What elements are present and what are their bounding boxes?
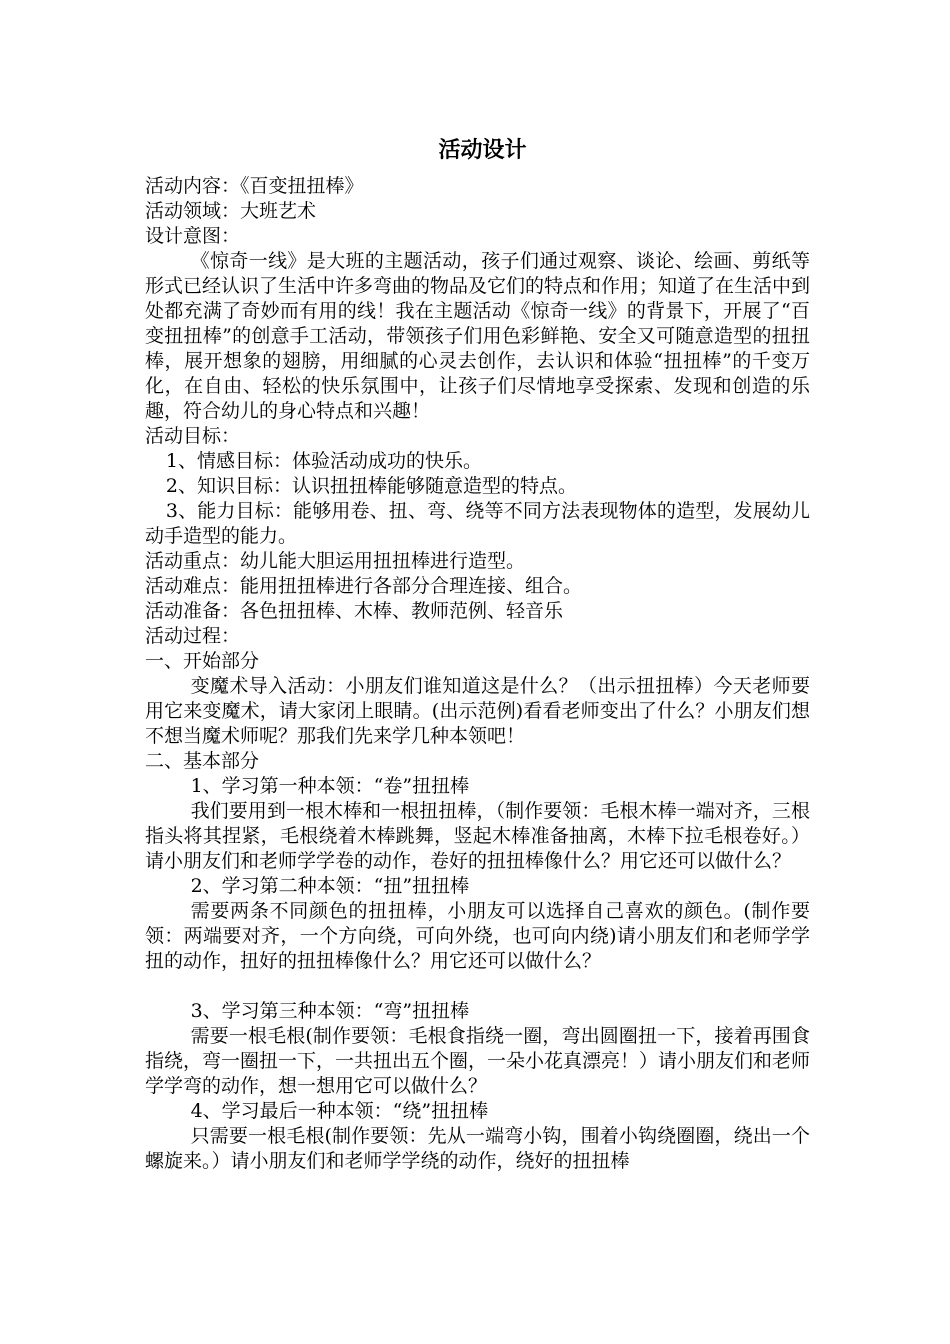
document-page	[145, 136, 810, 1174]
skill2-body: 需要两条不同颜色的扭扭棒，小朋友可以选择自己喜欢的颜色。(制作要领：两端要对齐，一个方向绕，可向外绕，也可向内绕)请小朋友们和老师学学扭的动作，扭好的扭扭棒像什么？用它还可以做什么？	[145, 900, 810, 972]
design-intent-body: 《惊奇一线》是大班的主题活动，孩子们通过观察、谈论、绘画、剪纸等形式已经认识了生活中许多弯曲的物品及它们的特点和作用；知道了在生活中到处都充满了奇妙而有用的线！我在主题活动《惊奇一线》的背景下，开展了“百变扭扭棒”的创意手工活动，带领孩子们用色彩鲜艳、安全又可随意造型的扭扭棒，展开想象的翅膀，用细腻的心灵去创作，去认识和体验“扭扭棒”的千变万化，在自由、轻松的快乐氛围中，让孩子们尽情地享受探索、发现和创造的乐趣，符合幼儿的身心特点和兴趣！	[145, 250, 811, 422]
activity-difficulty: 活动难点：能用扭扭棒进行各部分合理连接、组合。	[145, 575, 583, 597]
goal-item-1: 1、情感目标：体验活动成功的快乐。	[165, 450, 482, 472]
paragraph-gap	[145, 974, 810, 999]
skill4-body: 只需要一根毛根(制作要领：先从一端弯小钩，围着小钩绕圈圈，绕出一个螺旋来。）请小朋友们和老师学学绕的动作，绕好的扭扭棒	[145, 1125, 810, 1172]
activity-domain: 活动领域：大班艺术	[145, 200, 317, 222]
goal-item-2: 2、知识目标：认识扭扭棒能够随意造型的特点。	[165, 475, 577, 497]
skill3-heading: 3、学习第三种本领：“弯”扭扭棒	[190, 1000, 470, 1022]
skill3-body: 需要一根毛根(制作要领：毛根食指绕一圈，弯出圆圈扭一下，接着再围食指绕，弯一圈扭一下，一共扭出五个圈，一朵小花真漂亮！）请小朋友们和老师学学弯的动作，想一想用它可以做什么？	[145, 1025, 811, 1097]
skill1-body: 我们要用到一根木棒和一根扭扭棒，（制作要领：毛根木棒一端对齐，三根指头将其捏紧，毛根绕着木棒跳舞，竖起木棒准备抽离，木棒下拉毛根卷好。）请小朋友们和老师学学卷的动作，卷好的扭扭棒像什么？用它还可以做什么？	[145, 800, 810, 872]
design-intent-label: 设计意图：	[145, 225, 241, 247]
goals-label: 活动目标：	[145, 425, 241, 447]
process-label: 活动过程：	[145, 625, 241, 647]
skill2-heading: 2、学习第二种本领：“扭”扭扭棒	[190, 875, 470, 897]
activity-focus: 活动重点：幼儿能大胆运用扭扭棒进行造型。	[145, 550, 526, 572]
skill1-heading: 1、学习第一种本领：“卷”扭扭棒	[190, 775, 470, 797]
part1-body: 变魔术导入活动：小朋友们谁知道这是什么？（出示扭扭棒）今天老师要用它来变魔术，请大家闭上眼睛。(出示范例)看看老师变出了什么？小朋友们想不想当魔术师呢？那我们先来学几种本领吧！	[145, 675, 810, 747]
skill4-heading: 4、学习最后一种本领：“绕”扭扭棒	[190, 1100, 489, 1122]
part2-heading: 二、基本部分	[145, 750, 260, 772]
document-title: 活动设计	[438, 138, 527, 163]
part1-heading: 一、开始部分	[145, 650, 260, 672]
activity-content: 活动内容：《百变扭扭棒》	[145, 175, 364, 197]
goal-item-3: 3、能力目标：能够用卷、扭、弯、绕等不同方法表现物体的造型，发展幼儿动手造型的能力。	[145, 500, 810, 547]
activity-preparation: 活动准备：各色扭扭棒、木棒、教师范例、轻音乐	[145, 600, 564, 622]
